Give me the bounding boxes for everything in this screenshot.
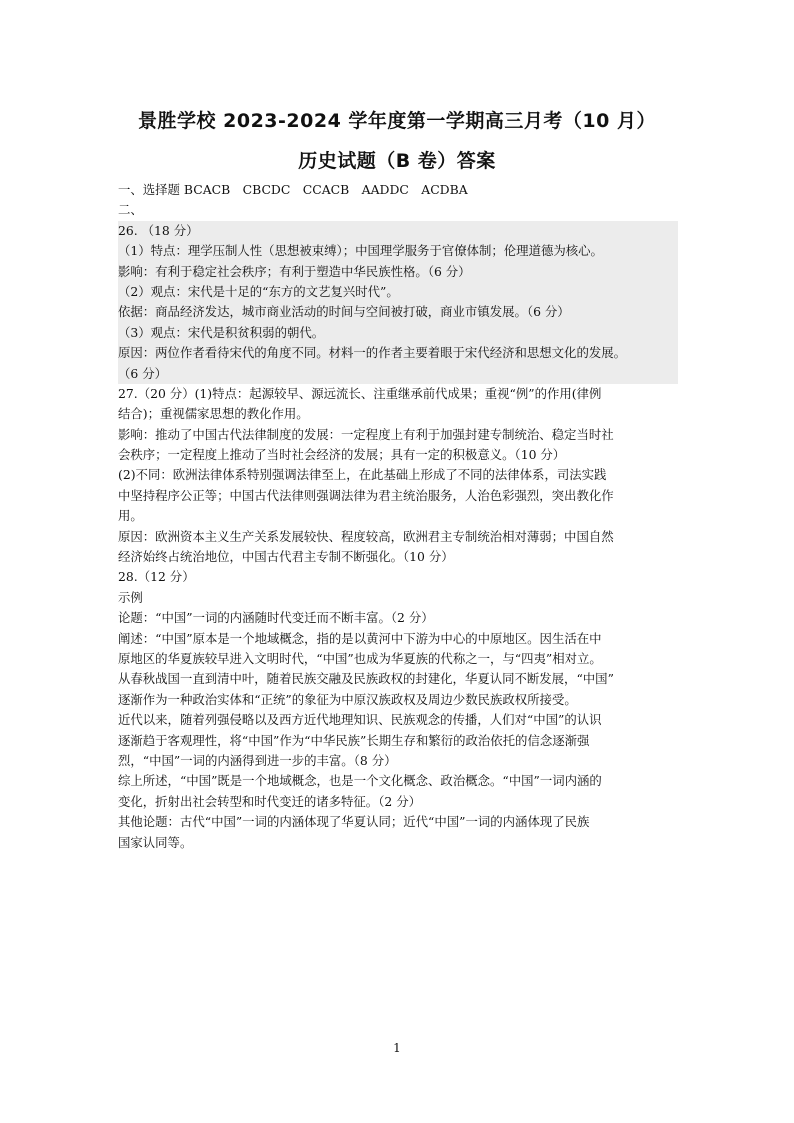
q28-line: 其他论题：古代“中国”一词的内涵体现了华夏认同；近代“中国”一词的内涵体现了民族 [118,814,590,830]
q27-line: (2)不同：欧洲法律体系特别强调法律至上，在此基础上形成了不同的法律体系，司法实践 [118,467,607,483]
q28-line: 从春秋战国一直到清中叶，随着民族交融及民族政权的封建化，华夏认同不断发展，“中国” [118,671,614,687]
q27-line: 中坚持程序公正等；中国古代法律则强调法律为君主统治服务，人治色彩强烈，突出教化作 [118,487,614,503]
q26-line: （2）观点：宋代是十足的“东方的文艺复兴时代”。 [118,283,399,299]
q28-line: 烈，“中国”一词的内涵得到进一步的丰富。（8 分） [118,752,397,768]
q27-line: 原因：欧洲资本主义生产关系发展较快、程度较高，欧洲君主专制统治相对薄弱；中国自然 [118,528,614,544]
q26-line: （1）特点：理学压制人性（思想被束缚）；中国理学服务于官僚体制；伦理道德为核心。 [118,243,603,259]
q27-block [118,384,678,568]
q26-block [118,221,678,384]
q26-line: 依据：商品经济发达，城市商业活动的时间与空间被打破，商业市镇发展。（6 分） [118,304,570,320]
q28-line: 逐渐作为一种政治实体和“正统”的象征为中原汉族政权及周边少数民族政权所接受。 [118,691,577,707]
q28-line: 原地区的华夏族较早进入文明时代，“中国”也成为华夏族的代称之一，与“四夷”相对立。 [118,650,602,666]
q28-line: 28.（12 分） [118,569,195,585]
q26-line: 原因：两位作者看待宋代的角度不同。材料一的作者主要着眼于宋代经济和思想文化的发展。 [118,345,627,361]
q28-line: 变化，折射出社会转型和时代变迁的诸多特征。（2 分） [118,793,421,809]
q28-line: 逐渐趋于客观理性，将“中国”作为“中华民族”长期生存和繁衍的政治依托的信念逐渐强 [118,732,590,748]
page-number: 1 [393,1041,401,1055]
q27-line: 结合)；重视儒家思想的教化作用。 [118,406,309,422]
q28-line: 论题：“中国”一词的内涵随时代变迁而不断丰富。（2 分） [118,610,434,626]
q28-line: 国家认同等。 [118,834,193,850]
q27-line: 用。 [118,508,143,524]
answer-body [118,180,678,853]
q28-line: 阐述：“中国”原本是一个地域概念，指的是以黄河中下游为中心的中原地区。因生活在中 [118,630,602,646]
q27-line: 影响：推动了中国古代法律制度的发展：一定程度上有利于加强封建专制统治、稳定当时社 [118,426,614,442]
part-two-heading: 二、 [118,202,143,218]
q28-line: 综上所述，“中国”既是一个地域概念，也是一个文化概念、政治概念。“中国”一词内涵的 [118,773,602,789]
q26-line: （6 分） [118,365,167,381]
q27-line: 经济始终占统治地位，中国古代君主专制不断强化。（10 分） [118,549,454,565]
q28-block [118,567,678,852]
q26-heading: 26. （18 分） [118,222,199,238]
q26-line: （3）观点：宋代是积贫积弱的朝代。 [118,324,325,340]
mc-answers: 一、选择题 BCACB CBCDC CCACB AADDC ACDBA [118,182,468,197]
page-title: 景胜学校 2023-2024 学年度第一学期高三月考（10 月） [138,110,656,132]
q28-line: 示例 [118,589,143,605]
q26-line: 影响：有利于稳定社会秩序；有利于塑造中华民族性格。（6 分） [118,263,471,279]
page-subtitle: 历史试题（B 卷）答案 [298,150,496,172]
q27-line: 27.（20 分）(1)特点：起源较早、源远流长、注重继承前代成果；重视“例”的作用(律例 [118,385,602,401]
q28-line: 近代以来，随着列强侵略以及西方近代地理知识、民族观念的传播，人们对“中国”的认识 [118,712,602,728]
q27-line: 会秩序；一定程度上推动了当时社会经济的发展；具有一定的积极意义。（10 分） [118,447,566,463]
